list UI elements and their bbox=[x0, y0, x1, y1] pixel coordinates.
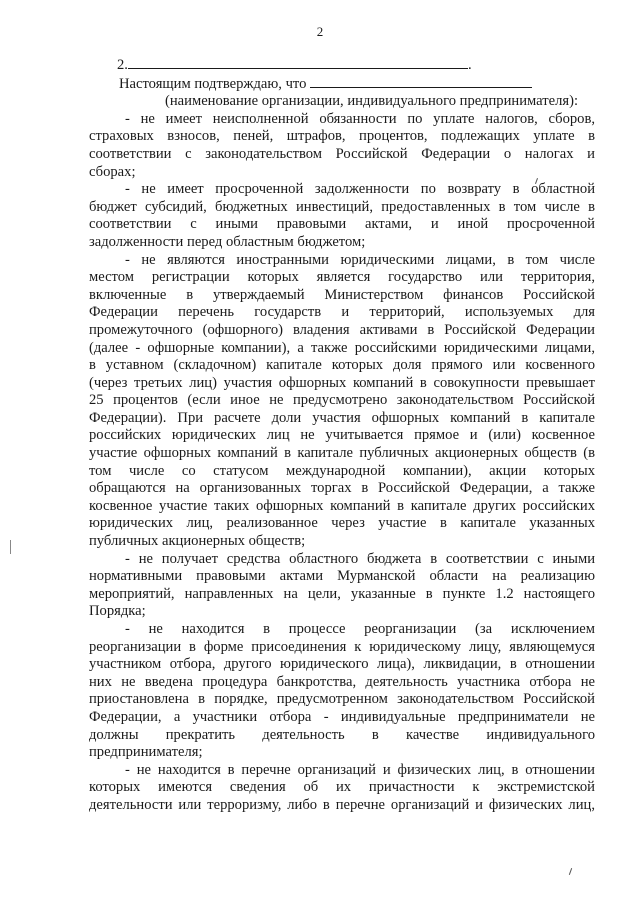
paragraph-line: сборах; bbox=[89, 163, 136, 180]
paragraph-line: обращаются на организованных торгах в Российской Федерации, а также bbox=[89, 480, 595, 497]
requirement-paragraph bbox=[89, 762, 595, 815]
paragraph-line: реорганизации в форме присоединения к юридическому лицу, являющемуся bbox=[89, 638, 595, 655]
paragraph-line: страховых взносов, пеней, штрафов, процентов, подлежащих уплате в bbox=[89, 128, 595, 145]
paragraph-line: участником отбора, другого юридического лица), ликвидации, в отношении bbox=[89, 656, 595, 673]
item-2-end: . bbox=[467, 57, 472, 73]
confirm-intro: Настоящим подтверждаю, что bbox=[119, 75, 307, 92]
organization-caption: (наименование организации, индивидуального предпринимателя): bbox=[165, 93, 578, 110]
paragraph-line: - не получает средства областного бюджета в соответствии с иными bbox=[125, 550, 595, 567]
paragraph-line: предпринимателя; bbox=[89, 744, 203, 761]
paragraph-line: публичных акционерных обществ; bbox=[89, 533, 306, 550]
paragraph-line: приостановлена в порядке, предусмотренном законодательством Российской bbox=[89, 691, 595, 708]
paragraph-line: юридических лиц, реализованное через участие в капитале указанных bbox=[89, 515, 595, 532]
document-body bbox=[89, 56, 595, 815]
paragraph-line: российских юридических лиц не учитывается прямое и (или) косвенное bbox=[89, 427, 595, 444]
requirements-list bbox=[89, 111, 595, 815]
requirement-paragraph bbox=[89, 551, 595, 621]
paragraph-line: бюджет субсидий, бюджетных инвестиций, предоставленных в том числе в bbox=[89, 198, 595, 215]
requirement-paragraph bbox=[89, 621, 595, 762]
item-2-number: 2. bbox=[117, 57, 128, 73]
paragraph-line: нормативными правовыми актами Мурманской области на реализацию bbox=[89, 568, 595, 585]
scan-artifact-mark bbox=[569, 868, 572, 875]
paragraph-line: (далее - офшорные компании), а также российскими юридическими лицами, bbox=[89, 339, 595, 356]
paragraph-line: Федерации). При расчете доли участия офшорных компаний в капитале bbox=[89, 409, 595, 426]
item-2-blank-field bbox=[128, 56, 468, 69]
requirement-paragraph bbox=[89, 252, 595, 551]
paragraph-line: Порядка; bbox=[89, 603, 146, 620]
paragraph-line: соответствии с иными правовыми актами, и иной просроченной bbox=[89, 216, 595, 233]
paragraph-line: включенные в утверждаемый Министерством финансов Российской bbox=[89, 286, 595, 303]
paragraph-line: Федерации перечень государств и территорий, используемых для bbox=[89, 304, 595, 321]
paragraph-line: промежуточного (офшорного) владения активами в Российской Федерации bbox=[89, 321, 595, 338]
paragraph-line: в уставном (складочном) капитале которых доля прямого или косвенного bbox=[89, 357, 595, 374]
paragraph-line: - не являются иностранными юридическими лицами, в том числе bbox=[125, 251, 595, 268]
paragraph-line: деятельности или терроризму, либо в перечне организаций и физических лиц, bbox=[89, 796, 595, 813]
requirement-paragraph bbox=[89, 111, 595, 181]
paragraph-line: задолженности перед областным бюджетом; bbox=[89, 233, 366, 250]
paragraph-line: них не введена процедура банкротства, деятельность участника отбора не bbox=[89, 673, 595, 690]
paragraph-line: местом регистрации которых является государство или территория, bbox=[89, 269, 595, 286]
page-number: 2 bbox=[316, 24, 324, 39]
paragraph-line: Федерации, а участники отбора - индивидуальные предприниматели не bbox=[89, 708, 595, 725]
paragraph-line: соответствии с законодательством Российской Федерации о налогах и bbox=[89, 145, 595, 162]
paragraph-line: - не имеет просроченной задолженности по возврату в областной bbox=[125, 181, 595, 198]
paragraph-line: - не имеет неисполненной обязанности по уплате налогов, сборов, bbox=[125, 110, 595, 127]
paragraph-line: должны прекратить деятельность в качестве индивидуального bbox=[89, 726, 595, 743]
organization-name-field bbox=[310, 75, 532, 88]
paragraph-line: том числе со статусом международной компании), акции которых bbox=[89, 462, 595, 479]
paragraph-line: косвенное участие таких офшорных компаний в капитале других российских bbox=[89, 497, 595, 514]
paragraph-line: (через третьих лиц) участия офшорных компаний в совокупности превышает bbox=[89, 374, 595, 391]
scan-artifact-mark bbox=[10, 540, 11, 554]
paragraph-line: 25 процентов (если иное не предусмотрено законодательством Российской bbox=[89, 392, 595, 409]
paragraph-line: мероприятий, направленных на цели, указанные в пункте 1.2 настоящего bbox=[89, 585, 595, 602]
paragraph-line: которых имеются сведения об их причастности к экстремистской bbox=[89, 779, 595, 796]
confirm-line bbox=[89, 75, 595, 94]
paragraph-line: - не находится в перечне организаций и физических лиц, в отношении bbox=[125, 761, 595, 778]
paragraph-line: участие офшорных компаний в капитале публичных акционерных обществ (в bbox=[89, 445, 595, 462]
item-2-line bbox=[89, 56, 595, 75]
requirement-paragraph bbox=[89, 181, 595, 251]
paragraph-line: - не находится в процессе реорганизации (за исключением bbox=[125, 621, 595, 637]
